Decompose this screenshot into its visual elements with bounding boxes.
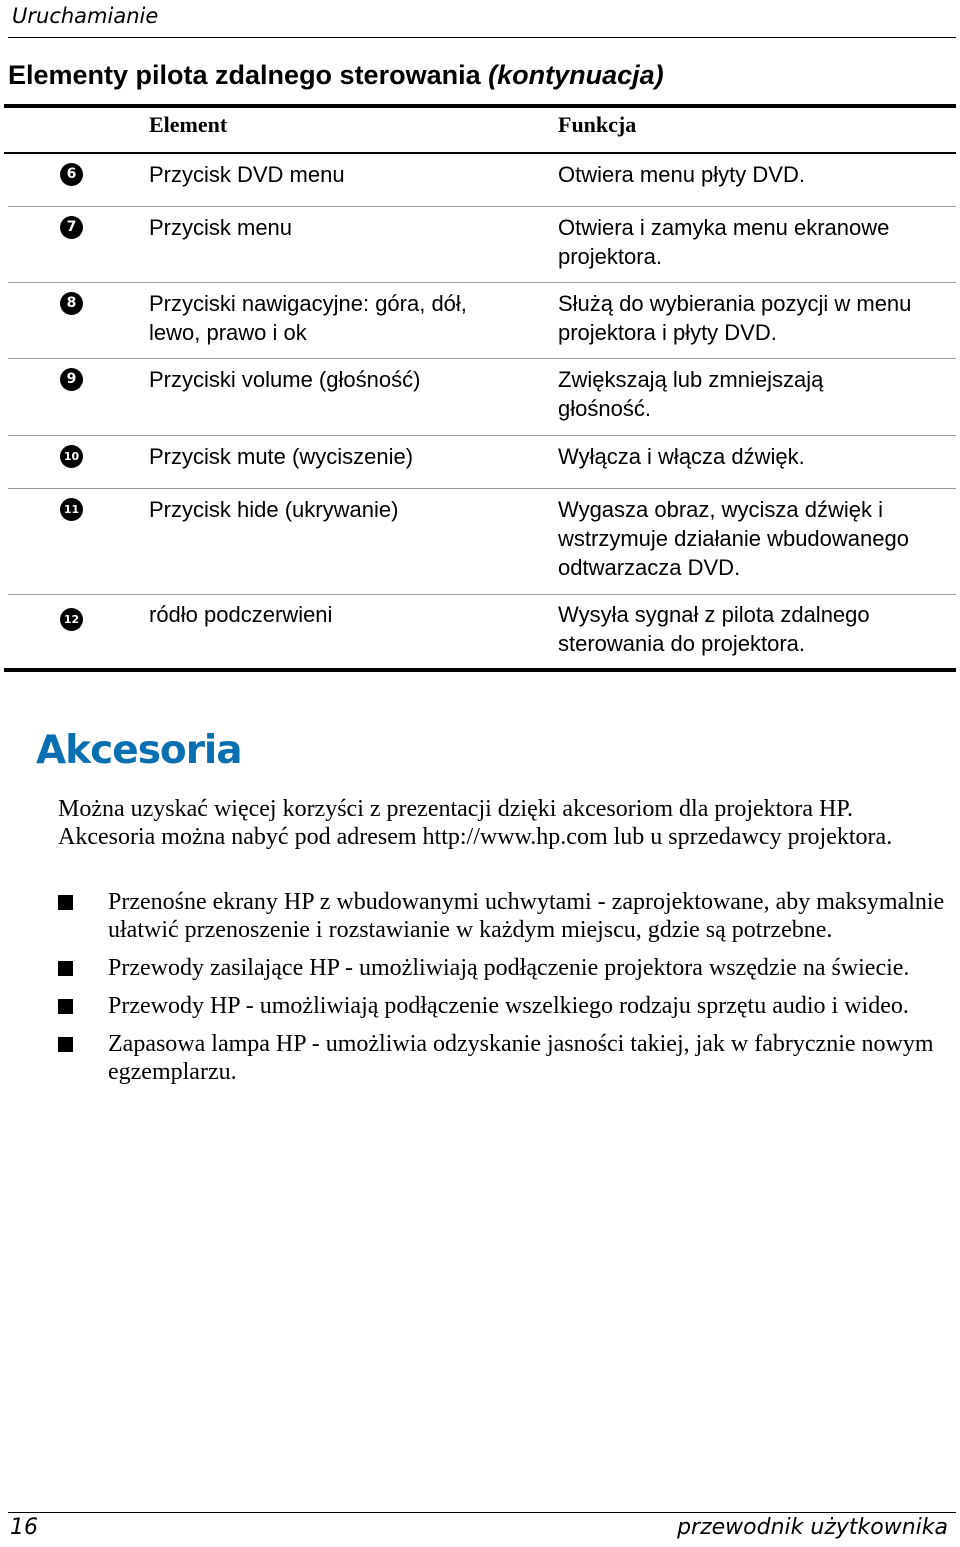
row-function: Wysyła sygnał z pilota zdalnego sterowania do projektora.	[558, 602, 870, 656]
list-item-text: Przewody HP - umożliwiają podłączenie wszelkiego rodzaju sprzętu audio i wideo.	[108, 993, 909, 1019]
row-divider	[8, 435, 956, 436]
row-function: Służą do wybierania pozycji w menu projektora i płyty DVD.	[558, 291, 912, 345]
callout-number-badge: 6	[60, 163, 83, 186]
table-title-text: Elementy pilota zdalnego sterowania	[8, 60, 481, 90]
row-divider	[8, 358, 956, 359]
column-header-function: Funkcja	[558, 112, 637, 137]
row-element: Przycisk mute (wyciszenie)	[149, 444, 414, 469]
page-number: 16	[10, 1515, 38, 1540]
row-divider	[8, 594, 956, 595]
bullet-square-icon	[58, 895, 73, 910]
row-divider	[8, 488, 956, 489]
row-divider	[8, 282, 956, 283]
callout-number-badge: 9	[60, 368, 83, 391]
row-function: Wyłącza i włącza dźwięk.	[558, 444, 805, 469]
running-head: Uruchamianie	[12, 4, 159, 28]
callout-number-badge: 8	[60, 292, 83, 315]
list-item-text: Przenośne ekrany HP z wbudowanymi uchwytami - zaprojektowane, aby maksymalnie ułatwić przenoszenie i rozstawianie w każdym miejscu, gdzie są potrzebne.	[108, 889, 945, 943]
intro-paragraph: Można uzyskać więcej korzyści z prezentacji dzięki akcesoriom dla projektora HP. Akcesoria można nabyć pod adresem http://www.hp.com lub u sprzedawcy projektora.	[58, 796, 893, 850]
bullet-square-icon	[58, 1037, 73, 1052]
row-function: Otwiera menu płyty DVD.	[558, 162, 805, 187]
row-element: Przycisk DVD menu	[149, 162, 345, 187]
document-name: przewodnik użytkownika	[677, 1515, 948, 1540]
table-header-rule	[4, 152, 956, 154]
callout-number-badge: 7	[60, 216, 83, 239]
list-item	[58, 888, 953, 944]
table-title	[8, 60, 664, 91]
footer-rule	[8, 1512, 956, 1513]
bullet-square-icon	[58, 961, 73, 976]
header-rule	[8, 37, 956, 38]
list-item-text: Zapasowa lampa HP - umożliwia odzyskanie jasności takiej, jak w fabrycznie nowym egzemplarzu.	[108, 1031, 934, 1085]
row-element: Przyciski nawigacyjne: góra, dół, lewo, prawo i ok	[149, 291, 467, 345]
row-function: Otwiera i zamyka menu ekranowe projektora.	[558, 215, 890, 269]
table-top-rule	[4, 104, 956, 108]
row-function: Zwiększają lub zmniejszają głośność.	[558, 367, 824, 421]
table-bottom-rule	[4, 668, 956, 672]
callout-number-badge: 11	[60, 498, 83, 521]
table-title-suffix: (kontynuacja)	[488, 60, 664, 90]
row-element: ródło podczerwieni	[149, 602, 333, 627]
callout-number-badge: 10	[60, 445, 83, 468]
section-title: Akcesoria	[36, 728, 242, 773]
accessories-list	[58, 888, 953, 1096]
list-item-text: Przewody zasilające HP - umożliwiają podłączenie projektora wszędzie na świecie.	[108, 955, 910, 981]
column-header-element: Element	[149, 112, 228, 137]
list-item	[58, 1030, 953, 1086]
row-element: Przycisk menu	[149, 215, 293, 240]
list-item	[58, 992, 953, 1020]
callout-number-badge: 12	[60, 608, 83, 631]
row-divider	[8, 206, 956, 207]
row-element: Przycisk hide (ukrywanie)	[149, 497, 399, 522]
bullet-square-icon	[58, 999, 73, 1014]
row-function: Wygasza obraz, wycisza dźwięk i wstrzymuje działanie wbudowanego odtwarzacza DVD.	[558, 497, 909, 580]
list-item	[58, 954, 953, 982]
row-element: Przyciski volume (głośność)	[149, 367, 421, 392]
